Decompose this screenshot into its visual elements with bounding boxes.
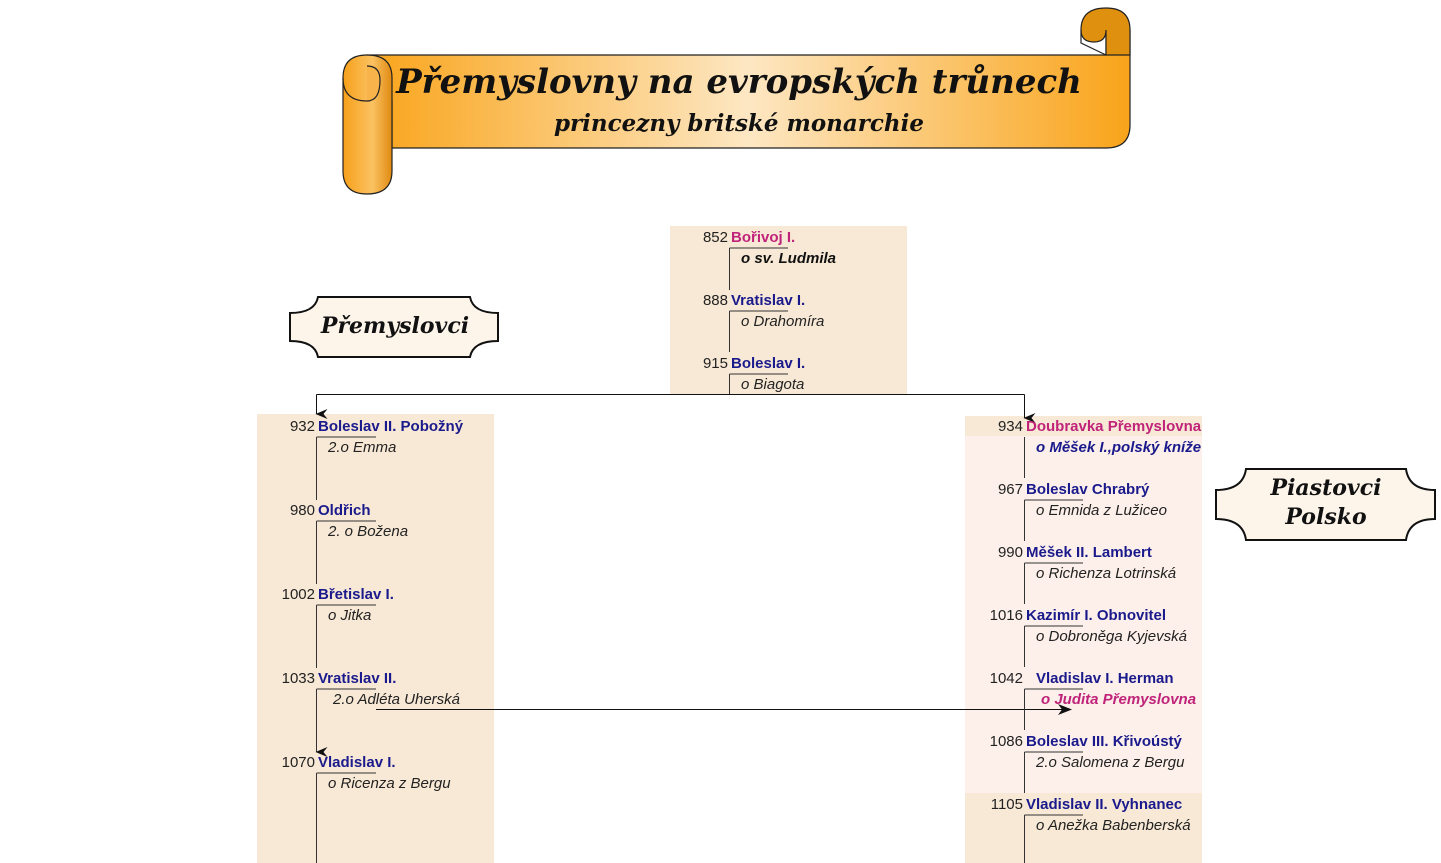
tag-polsko: Polsko <box>1285 504 1367 530</box>
person-name: Boleslav I. <box>731 355 806 372</box>
person-name: Břetislav I. <box>318 586 394 603</box>
year-label: 967 <box>997 481 1023 498</box>
year-label: 888 <box>702 292 728 309</box>
year-label: 852 <box>702 229 728 246</box>
spouse-label: o Ricenza z Bergu <box>328 775 451 792</box>
year-label: 1002 <box>281 586 315 603</box>
year-label: 932 <box>289 418 315 435</box>
year-label: 915 <box>702 355 728 372</box>
person-name: Vratislav II. <box>318 670 397 687</box>
spouse-label: o Měšek I.,polský kníže <box>1036 439 1202 456</box>
person-name: Vladislav I. <box>318 754 396 771</box>
spouse-label: o Drahomíra <box>741 313 825 330</box>
person-name: Vladislav I. Herman <box>1036 670 1174 687</box>
spouse-label: o Richenza Lotrinská <box>1036 565 1177 582</box>
person-name: Boleslav II. Pobožný <box>318 418 464 435</box>
spouse-label: 2.o Adléta Uherská <box>333 691 461 708</box>
year-label: 980 <box>289 502 315 519</box>
spouse-label: 2. o Božena <box>328 523 409 540</box>
spouse-label: o Judita Přemyslovna <box>1041 691 1197 708</box>
year-label: 1105 <box>990 796 1023 813</box>
person-name: Vratislav I. <box>731 292 806 309</box>
year-label: 1016 <box>989 607 1023 624</box>
person-name: Měšek II. Lambert <box>1026 544 1152 561</box>
person-name: Kazimír I. Obnovitel <box>1026 607 1167 624</box>
person-name: Doubravka Přemyslovna <box>1026 418 1202 435</box>
spouse-label: o sv. Ludmila <box>741 250 837 267</box>
year-label: 1070 <box>281 754 315 771</box>
person-name: Boleslav Chrabrý <box>1026 481 1150 498</box>
tag-piastovci: Piastovci <box>1270 475 1382 501</box>
person-name: Vladislav II. Vyhnanec <box>1026 796 1183 813</box>
spouse-label: o Jitka <box>328 607 372 624</box>
person-name: Boleslav III. Křivoústý <box>1026 733 1182 750</box>
year-label: 1042 <box>989 670 1023 687</box>
tag-premyslovci: Přemyslovci <box>320 313 470 339</box>
spouse-label: o Anežka Babenberská <box>1036 817 1191 834</box>
banner-subtitle: princezny britské monarchie <box>553 110 925 137</box>
spouse-label: o Emnida z Lužiceo <box>1036 502 1167 519</box>
spouse-label: 2.o Emma <box>328 439 397 456</box>
person-name: Oldřich <box>318 502 371 519</box>
spouse-label: o Biagota <box>741 376 805 393</box>
year-label: 934 <box>997 418 1023 435</box>
year-label: 990 <box>997 544 1023 561</box>
banner-title: Přemyslovny na evropských trůnech <box>396 62 1082 102</box>
spouse-label: 2.o Salomena z Bergu <box>1036 754 1185 771</box>
spouse-label: o Dobroněga Kyjevská <box>1036 628 1187 645</box>
person-name: Bořivoj I. <box>731 229 796 246</box>
year-label: 1086 <box>989 733 1023 750</box>
year-label: 1033 <box>281 670 315 687</box>
